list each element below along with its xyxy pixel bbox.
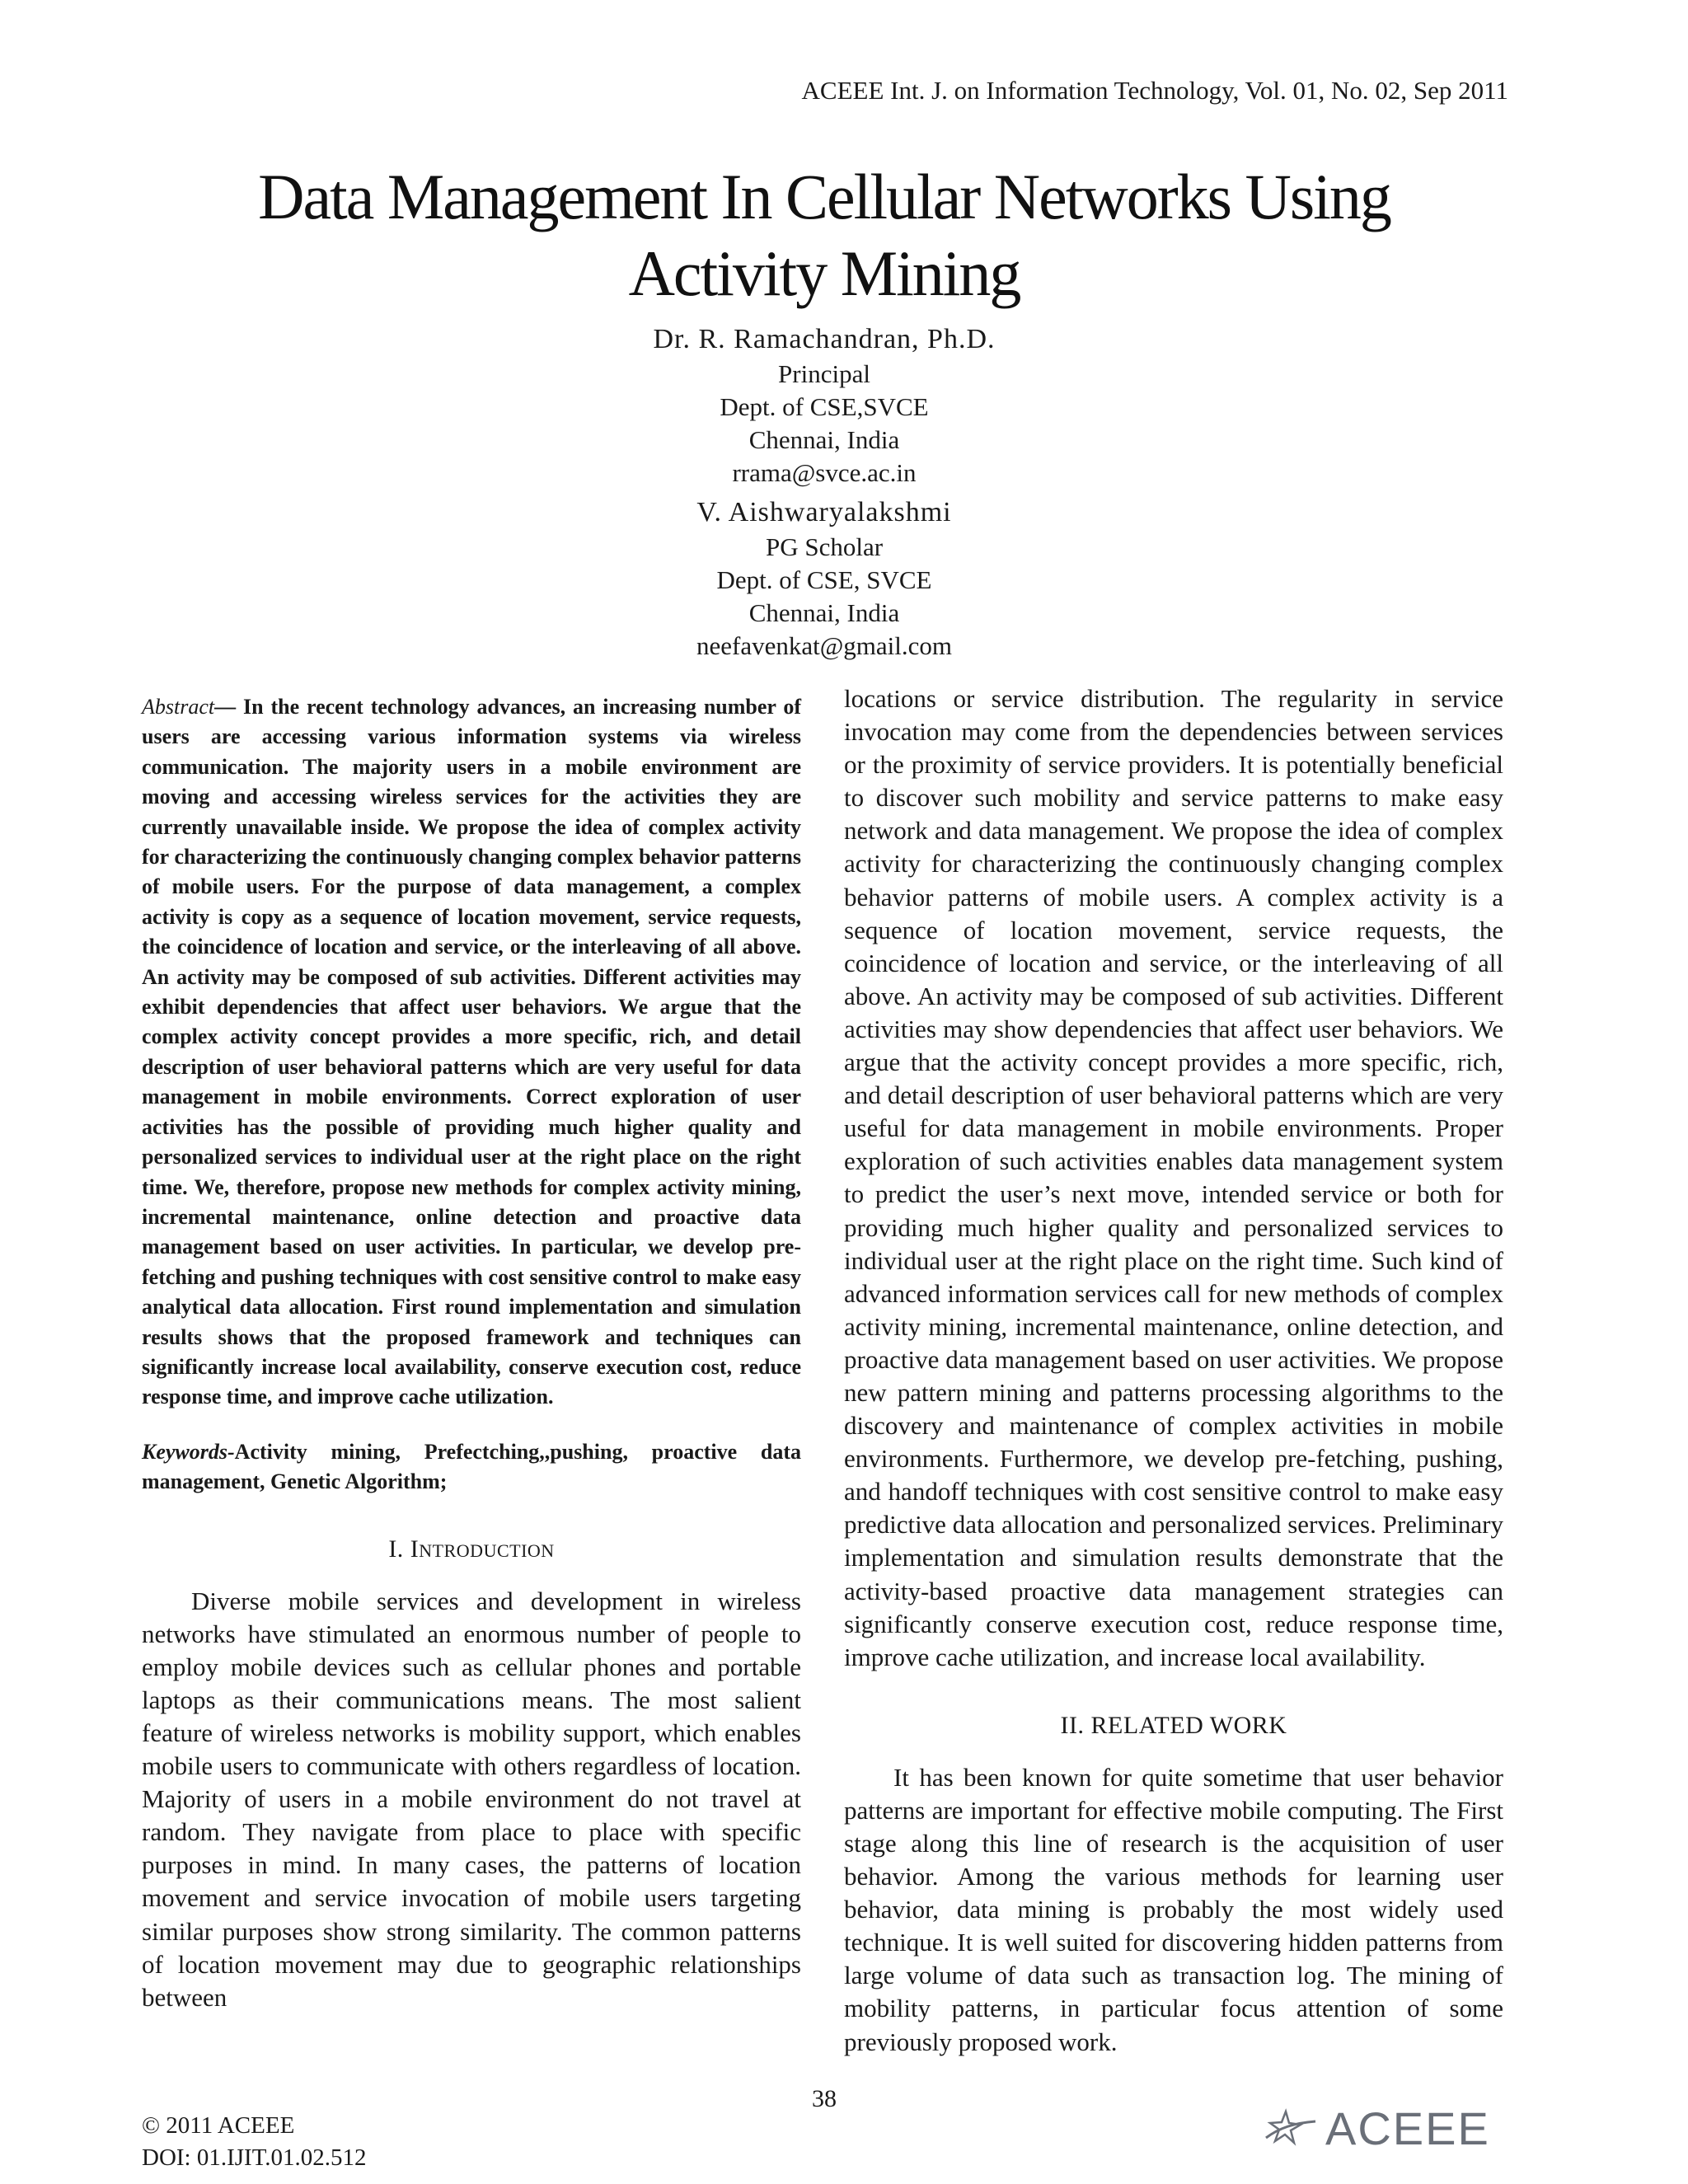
left-column (142, 692, 801, 2014)
keywords-text: Activity mining, Prefectching,,pushing, proactive data management, Genetic Algorithm; (142, 1439, 801, 1494)
author-2-name: V. Aishwaryalakshmi (696, 497, 952, 527)
author-2-dept: Dept. of CSE, SVCE (716, 565, 932, 594)
author-2-location: Chennai, India (748, 598, 900, 627)
abstract (142, 692, 801, 1413)
abstract-text: In the recent technology advances, an increasing number of users are accessing various information systems via wireless communication. The majority users in a mobile environment are moving and accessing wireless services for the activities they are currently unavailable inside. We propose the idea of complex activity for characterizing the continuously changing complex behavior patterns of mobile users. For the purpose of data management, a complex activity is copy as a sequence of location movement, service requests, the coincidence of location and service, or the interleaving of all above. An activity may be composed of sub activities. Different activities may exhibit dependencies that affect user behaviors. We argue that the complex activity concept provides a more specific, rich, and detail description of user behavioral patterns which are very useful for data management in mobile environments. Correct exploration of user activities has the possible of providing much higher quality and personalized services to individual user at the right place on the right time. We, therefore, propose new methods for complex activity mining, incremental maintenance, online detection and proactive data management based on user activities. In particular, we develop pre-fetching and pushing techniques with cost sensitive control to make easy analytical data allocation. First round implementation and simulation results shows that the proposed framework and techniques can significantly increase local availability, conserve execution cost, reduce response time, and improve cache utilization. (142, 695, 802, 1409)
star-swoosh-icon (1261, 2105, 1319, 2151)
abstract-dash: — (214, 695, 243, 719)
author-2 (495, 494, 1154, 663)
introduction-continued-paragraph: locations or service distribution. The regularity in service invocation may come from the dependencies between services or the proximity of service providers. It is potentially beneficial to discover such mobility and service patterns to make easy network and data management. We propose the idea of complex activity for characterizing the continuously changing complex behavior patterns of mobile users. A complex activity is a sequence of location movement, service requests, the coincidence of location and service, or the interleaving of all above. An activity may be composed of sub activities. Different activities may show dependencies that affect user behaviors. We argue that the activity concept provides a more specific, rich, and detail description of user behavioral patterns which are very useful for data management in mobile environments. Proper exploration of such activities enables data management system to predict the user’s next move, intended service or both for providing much higher quality and personalized services to individual user at the right place on the right time. Such kind of advanced information services call for new methods of complex activity mining, incremental maintenance, online detection, and proactive data management based on user activities. We propose new pattern mining and patterns processing algorithms to the discovery and maintenance of complex activities in mobile environments. Furthermore, we develop pre-fetching, pushing, and handoff techniques with cost sensitive control to make easy predictive data allocation and personalized services. Preliminary implementation and simulation results demonstrate that the activity-based proactive data management strategies can significantly conserve execution cost, reduce response time, improve cache utilization, and increase local availability. (844, 684, 1503, 1671)
copyright-line: © 2011 ACEEE (142, 2112, 295, 2139)
logo-text: ACEEE (1325, 2102, 1490, 2154)
author-1 (495, 321, 1154, 490)
author-1-dept: Dept. of CSE,SVCE (720, 392, 929, 421)
author-1-role: Principal (778, 359, 870, 388)
author-1-location: Chennai, India (748, 425, 900, 454)
section-heading-introduction: I. INTRODUCTION (388, 1535, 555, 1563)
keywords (142, 1437, 801, 1497)
author-2-role: PG Scholar (765, 532, 884, 561)
doi-line: DOI: 01.IJIT.01.02.512 (142, 2144, 367, 2171)
introduction-paragraph: Diverse mobile services and development in wireless networks have stimulated an enormous number of people to employ mobile devices such as cellular phones and portable laptops as their communications means. The most salient feature of wireless networks is mobility support, which enables mobile users to communicate with others regardless of location. Majority of users in a mobile environment do not travel at random. They navigate from place to place with specific purposes in mind. In many cases, the patterns of location movement and service invocation of mobile users targeting similar purposes show strong similarity. The common patterns of location movement may due to geographic relationships between (142, 1586, 801, 2012)
right-column (844, 682, 1503, 2059)
author-1-name: Dr. R. Ramachandran, Ph.D. (653, 324, 996, 354)
aceee-logo (1261, 2103, 1508, 2153)
page-number: 38 (812, 2085, 837, 2112)
author-block (495, 321, 1154, 663)
related-work-paragraph: It has been known for quite sometime that user behavior patterns are important for effective mobile computing. The First stage along this line of research is the acquisition of user behavior. Among the various methods for learning user behavior, data mining is probably the most widely used technique. It is well suited for discovering hidden patterns from large volume of data such as transaction log. The mining of mobility patterns, in particular focus attention of some previously proposed work. (844, 1762, 1503, 2056)
keywords-label: Keywords- (142, 1439, 235, 1464)
copyright-block (142, 2110, 367, 2174)
journal-header: ACEEE Int. J. on Information Technology, Vol. 01, No. 02, Sep 2011 (801, 76, 1508, 105)
author-2-email: neefavenkat@gmail.com (696, 631, 952, 660)
title-line-1: Data Management In Cellular Networks Using (258, 161, 1390, 232)
paper-title (124, 158, 1525, 312)
author-1-email: rrama@svce.ac.in (732, 458, 917, 487)
title-line-2: Activity Mining (628, 237, 1020, 309)
abstract-label: Abstract (142, 695, 215, 719)
section-heading-related-work: II. RELATED WORK (1060, 1711, 1287, 1739)
